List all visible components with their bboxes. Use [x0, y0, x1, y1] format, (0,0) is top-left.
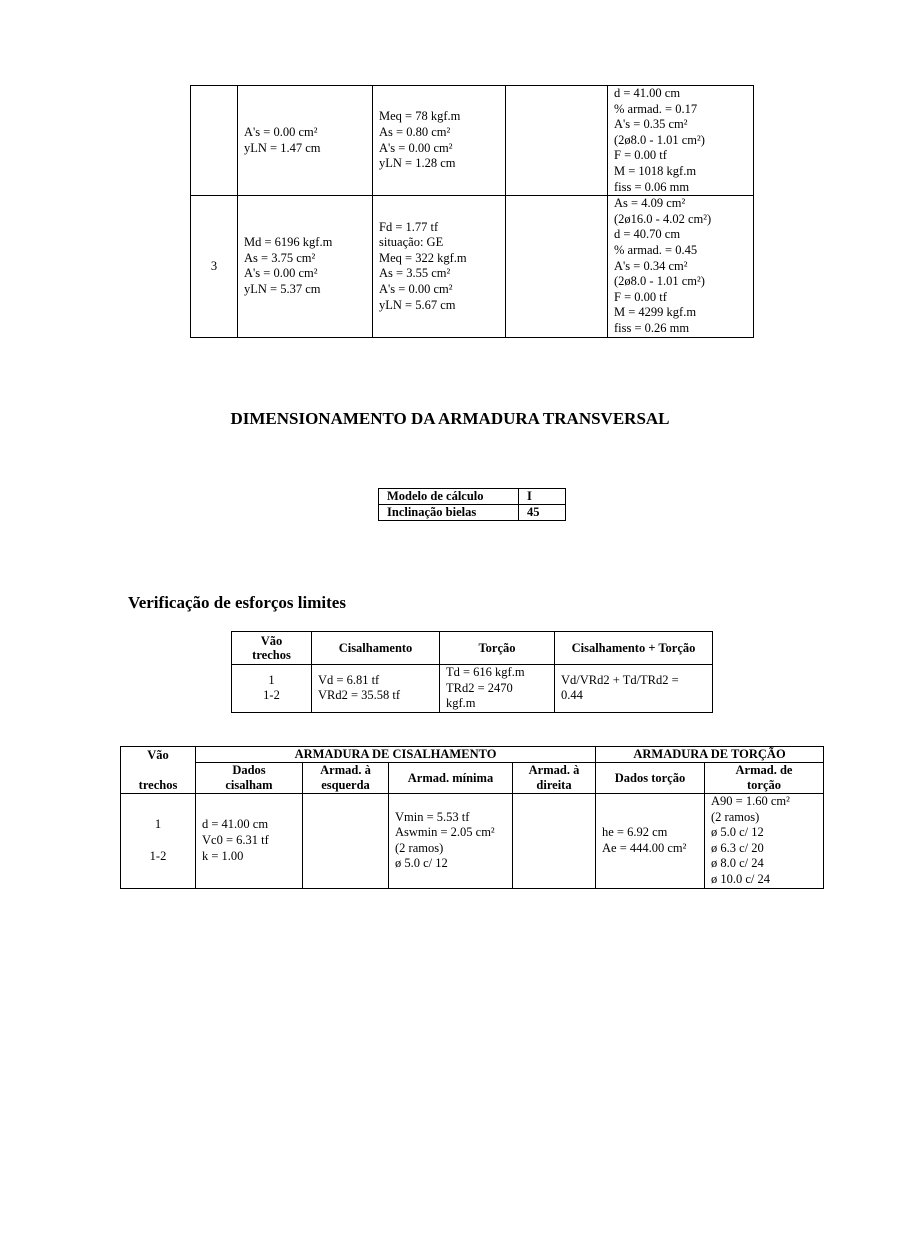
design-moment-cell: A's = 0.00 cm² yLN = 1.47 cm — [238, 86, 373, 196]
inclination-label: Inclinação bielas — [379, 505, 519, 521]
table-row — [379, 489, 566, 505]
limit-forces-table — [231, 631, 713, 713]
column-header: Vão trechos — [121, 747, 196, 794]
shear-data-cell: d = 41.00 cm Vc0 = 6.31 tf k = 1.00 — [196, 794, 303, 889]
shear-torsion-cell: Vd/VRd2 + Td/TRd2 = 0.44 — [555, 665, 713, 713]
table-row — [191, 196, 754, 337]
column-header: Cisalhamento + Torção — [555, 632, 713, 665]
table-header-row — [121, 763, 824, 794]
column-header: Armad. mínima — [389, 763, 513, 794]
torsion-reinforcement-cell: A90 = 1.60 cm² (2 ramos) ø 5.0 c/ 12 ø 6.3 c/ 20 ø 8.0 c/ 24 ø 10.0 c/ 24 — [705, 794, 824, 889]
span-cell: 3 — [191, 196, 238, 337]
span-cell: 1 1-2 — [121, 794, 196, 889]
column-header: Dados cisalham — [196, 763, 303, 794]
span-cell: 1 1-2 — [232, 665, 312, 713]
table-header-row — [232, 632, 713, 665]
column-header: Cisalhamento — [312, 632, 440, 665]
design-moment-cell: Md = 6196 kgf.m As = 3.75 cm² A's = 0.00 cm² yLN = 5.37 cm — [238, 196, 373, 337]
table-row — [232, 665, 713, 713]
subsection-title: Verificação de esforços limites — [128, 593, 346, 612]
inclination-value: 45 — [519, 505, 566, 521]
reinforcement-cell: d = 41.00 cm % armad. = 0.17 A's = 0.35 cm² (2ø8.0 - 1.01 cm²) F = 0.00 tf M = 1018 kgf.m fiss = 0.06 mm — [608, 86, 754, 196]
flexure-results-table — [190, 85, 754, 338]
group-header: ARMADURA DE CISALHAMENTO — [196, 747, 596, 763]
shear-cell: Vd = 6.81 tf VRd2 = 35.58 tf — [312, 665, 440, 713]
right-reinforcement-cell — [513, 794, 596, 889]
column-header: Armad. à direita — [513, 763, 596, 794]
transverse-reinforcement-table — [120, 746, 824, 889]
section-title: DIMENSIONAMENTO DA ARMADURA TRANSVERSAL — [230, 409, 670, 428]
left-reinforcement-cell — [303, 794, 389, 889]
torsion-data-cell: he = 6.92 cm Ae = 444.00 cm² — [596, 794, 705, 889]
model-value: I — [519, 489, 566, 505]
empty-cell — [506, 196, 608, 337]
column-header: Vão trechos — [232, 632, 312, 665]
table-row — [379, 505, 566, 521]
group-header: ARMADURA DE TORÇÃO — [596, 747, 824, 763]
column-header: Armad. à esquerda — [303, 763, 389, 794]
table-header-row — [121, 747, 824, 763]
calculation-model-table — [378, 488, 566, 521]
reinforcement-cell: As = 4.09 cm² (2ø16.0 - 4.02 cm²) d = 40.70 cm % armad. = 0.45 A's = 0.34 cm² (2ø8.0 - 1.01 cm²) F = 0.00 tf M = 4299 kgf.m fiss = 0.26 mm — [608, 196, 754, 337]
minimum-reinforcement-cell: Vmin = 5.53 tf Aswmin = 2.05 cm² (2 ramos) ø 5.0 c/ 12 — [389, 794, 513, 889]
column-header: Dados torção — [596, 763, 705, 794]
table-row — [121, 794, 824, 889]
torsion-cell: Td = 616 kgf.m TRd2 = 2470 kgf.m — [440, 665, 555, 713]
equivalent-moment-cell: Fd = 1.77 tf situação: GE Meq = 322 kgf.m As = 3.55 cm² A's = 0.00 cm² yLN = 5.67 cm — [373, 196, 506, 337]
column-header: Torção — [440, 632, 555, 665]
empty-cell — [506, 86, 608, 196]
table-row — [191, 86, 754, 196]
span-cell — [191, 86, 238, 196]
model-label: Modelo de cálculo — [379, 489, 519, 505]
equivalent-moment-cell: Meq = 78 kgf.m As = 0.80 cm² A's = 0.00 cm² yLN = 1.28 cm — [373, 86, 506, 196]
column-header: Armad. de torção — [705, 763, 824, 794]
